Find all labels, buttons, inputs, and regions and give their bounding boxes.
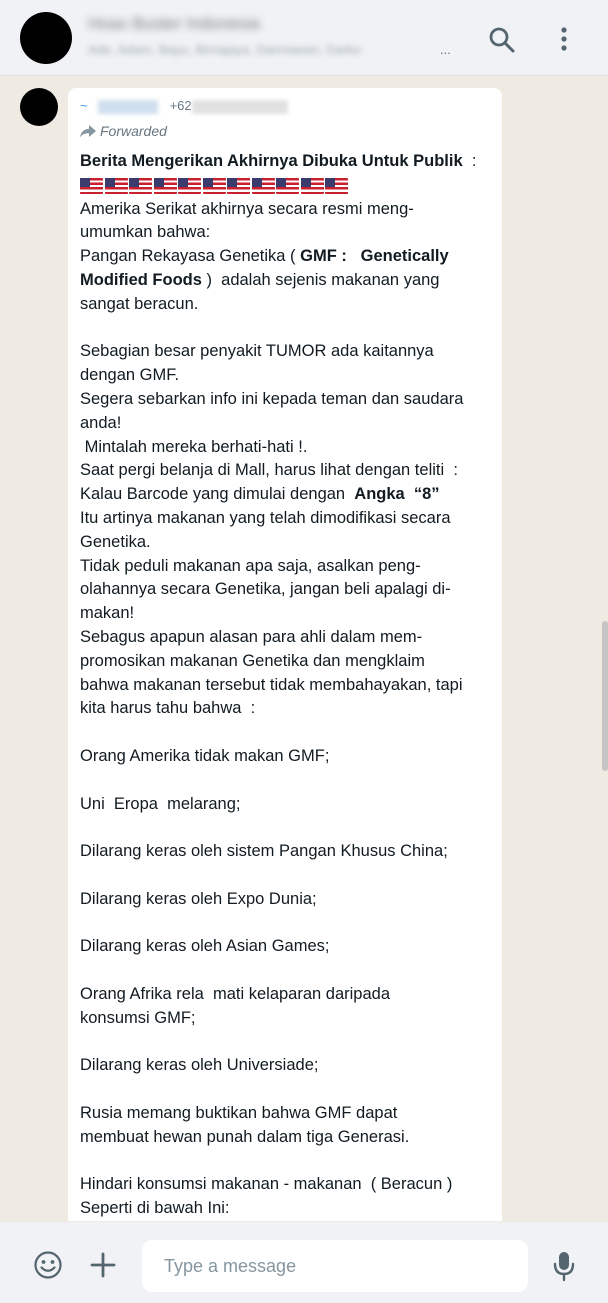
line-text: Dilarang keras oleh Expo Dunia; xyxy=(80,889,317,908)
line-text: makan! xyxy=(80,604,135,623)
line-text: kita harus tahu bahwa : xyxy=(80,699,256,718)
blank-line xyxy=(80,959,494,983)
message-line xyxy=(80,245,494,269)
message-line xyxy=(80,531,494,555)
blank-line xyxy=(80,1078,494,1102)
emoji-icon[interactable] xyxy=(33,1250,63,1280)
blank-line xyxy=(80,721,494,745)
message-bubble[interactable] xyxy=(68,88,502,1221)
us-flag-icon xyxy=(301,178,324,194)
line-text: umumkan bahwa: xyxy=(80,223,211,242)
group-participants[interactable]: Ade, Adam, Bayu, Bimajaya, Darmawan, Darko xyxy=(88,42,362,57)
line-text: Pangan Rekayasa Genetika ( xyxy=(80,247,301,266)
message-line xyxy=(80,293,494,317)
message-line xyxy=(80,650,494,674)
blank-line xyxy=(80,1030,494,1054)
blank-line xyxy=(80,912,494,936)
message-line xyxy=(80,626,494,650)
message-line xyxy=(80,1054,494,1078)
message-line xyxy=(80,674,494,698)
bold-text: Angka “8” xyxy=(354,485,440,504)
line-text: Sebagus apapun alasan para ahli dalam mem- xyxy=(80,627,423,646)
message-line xyxy=(80,602,494,626)
message-line xyxy=(80,412,494,436)
microphone-icon[interactable] xyxy=(552,1250,576,1282)
blank-line xyxy=(80,1149,494,1173)
blank-line xyxy=(80,769,494,793)
group-avatar[interactable] xyxy=(20,12,72,64)
us-flag-icon xyxy=(178,178,201,194)
us-flag-icon xyxy=(129,178,152,194)
line-text: membuat hewan punah dalam tiga Generasi. xyxy=(80,1127,410,1146)
blank-line xyxy=(80,816,494,840)
message-line xyxy=(80,483,494,507)
message-line xyxy=(80,793,494,817)
message-line xyxy=(80,1102,494,1126)
forward-arrow-icon xyxy=(80,125,96,138)
plus-icon[interactable] xyxy=(90,1252,116,1278)
group-name[interactable]: Hoax Buster Indonesia xyxy=(88,14,260,33)
line-text: Uni Eropa melarang; xyxy=(80,794,241,813)
more-vertical-icon[interactable] xyxy=(552,24,576,54)
message-line xyxy=(80,340,494,364)
blank-line xyxy=(80,317,494,341)
line-text: Mintalah mereka berhati-hati !. xyxy=(80,437,308,456)
us-flag-icon xyxy=(227,178,250,194)
participants-ellipsis: ... xyxy=(440,42,451,57)
message-line xyxy=(80,388,494,412)
chat-header xyxy=(0,0,608,76)
us-flag-icon xyxy=(203,178,226,194)
us-flag-icon xyxy=(276,178,299,194)
line-text: Genetika. xyxy=(80,532,151,551)
message-line xyxy=(80,983,494,1007)
line-text: promosikan makanan Genetika dan mengklaim xyxy=(80,651,425,670)
line-text: Kalau Barcode yang dimulai dengan xyxy=(80,485,355,504)
line-text: dengan GMF. xyxy=(80,366,180,385)
line-text: Hindari konsumsi makanan - makanan ( Beracun ) xyxy=(80,1175,453,1194)
scrollbar-thumb[interactable] xyxy=(602,621,608,771)
message-line xyxy=(80,555,494,579)
chat-pane[interactable] xyxy=(0,76,608,1221)
blank-line xyxy=(80,864,494,888)
message-line xyxy=(80,888,494,912)
message-line xyxy=(80,198,494,222)
sender-name-redacted xyxy=(98,100,158,114)
message-line xyxy=(80,1126,494,1150)
bold-text: Modified Foods xyxy=(80,270,202,289)
line-text: Itu artinya makanan yang telah dimodifikasi secara xyxy=(80,508,451,527)
line-text: sangat beracun. xyxy=(80,294,199,313)
forwarded-label xyxy=(80,123,167,139)
us-flag-icon xyxy=(80,178,103,194)
message-line xyxy=(80,745,494,769)
line-text: konsumsi GMF; xyxy=(80,1008,196,1027)
message-line xyxy=(80,697,494,721)
message-line xyxy=(80,1197,494,1221)
message-line xyxy=(80,436,494,460)
line-text: Amerika Serikat akhirnya secara resmi meng- xyxy=(80,199,414,218)
line-text: bahwa makanan tersebut tidak membahayakan, tapi xyxy=(80,675,463,694)
message-line xyxy=(80,364,494,388)
line-text: ) adalah sejenis makanan yang xyxy=(201,270,440,289)
message-line xyxy=(80,269,494,293)
sender-info xyxy=(80,98,288,116)
line-text: Rusia memang buktikan bahwa GMF dapat xyxy=(80,1103,398,1122)
line-text: anda! xyxy=(80,413,122,432)
message-line xyxy=(80,459,494,483)
message-line xyxy=(80,840,494,864)
message-line xyxy=(80,935,494,959)
message-line xyxy=(80,578,494,602)
sender-phone-redacted xyxy=(192,100,288,114)
us-flag-icon xyxy=(154,178,177,194)
line-text: Orang Amerika tidak makan GMF; xyxy=(80,746,330,765)
line-text: olahannya secara Genetika, jangan beli apalagi di- xyxy=(80,580,451,599)
message-line xyxy=(80,1173,494,1197)
line-text: Segera sebarkan info ini kepada teman dan saudara xyxy=(80,389,464,408)
line-text: Dilarang keras oleh Asian Games; xyxy=(80,937,330,956)
sender-phone-prefix: +62 xyxy=(169,98,192,113)
line-text: Orang Afrika rela mati kelaparan daripada xyxy=(80,984,391,1003)
composer-bar xyxy=(0,1222,608,1303)
us-flag-icon xyxy=(325,178,348,194)
line-text: Sebagian besar penyakit TUMOR ada kaitannya xyxy=(80,342,434,361)
message-line xyxy=(80,1007,494,1031)
sender-name-prefix: ~ xyxy=(80,98,88,113)
flag-emoji-row xyxy=(80,174,494,198)
line-text: Saat pergi belanja di Mall, harus lihat dengan teliti : xyxy=(80,461,458,480)
line-text: Tidak peduli makanan apa saja, asalkan peng- xyxy=(80,556,421,575)
message-text xyxy=(80,150,494,1221)
forwarded-text: Forwarded xyxy=(100,123,167,139)
message-line xyxy=(80,221,494,245)
line-text: Dilarang keras oleh sistem Pangan Khusus China; xyxy=(80,842,448,861)
sender-avatar[interactable] xyxy=(20,88,58,126)
bold-text: Berita Mengerikan Akhirnya Dibuka Untuk Publik xyxy=(80,152,463,170)
line-text: Dilarang keras oleh Universiade; xyxy=(80,1056,319,1075)
bold-text: GMF : Genetically xyxy=(300,247,449,266)
message-line xyxy=(80,507,494,531)
line-text: : xyxy=(462,152,477,170)
us-flag-icon xyxy=(252,178,275,194)
us-flag-icon xyxy=(105,178,128,194)
search-icon[interactable] xyxy=(488,26,516,54)
message-input[interactable]: Type a message xyxy=(142,1240,528,1292)
line-text: Seperti di bawah Ini: xyxy=(80,1199,230,1218)
message-line xyxy=(80,150,494,174)
